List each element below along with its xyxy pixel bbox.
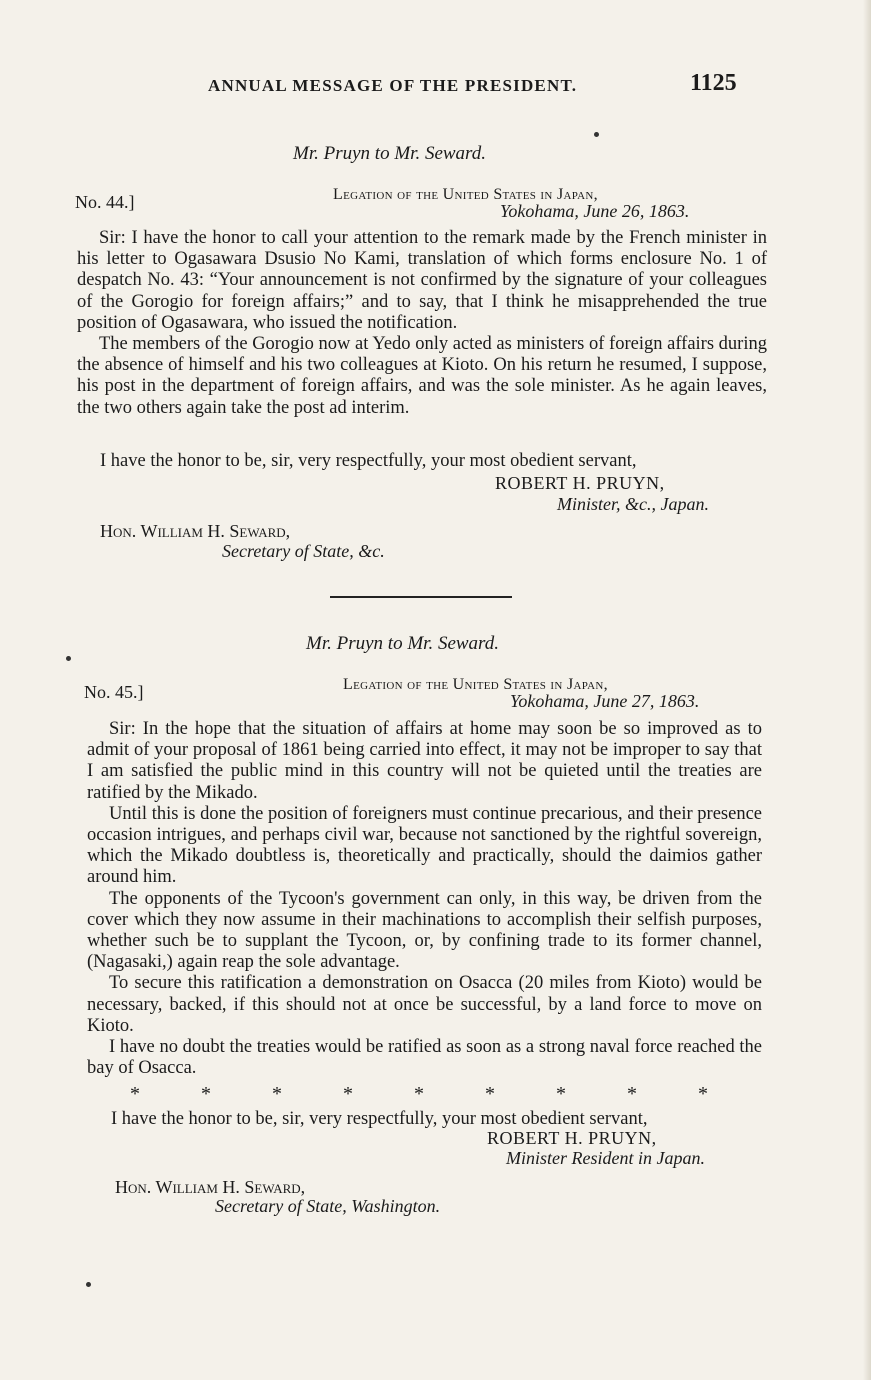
star: * bbox=[130, 1083, 140, 1105]
letter2-signature: ROBERT H. PRUYN, bbox=[487, 1128, 657, 1148]
star: * bbox=[556, 1083, 566, 1105]
omission-stars bbox=[130, 1083, 769, 1106]
letter2-place-date: Yokohama, June 27, 1863. bbox=[510, 691, 700, 711]
page-edge-shadow bbox=[863, 0, 871, 1380]
letter1-number: No. 44.] bbox=[75, 192, 135, 212]
star: * bbox=[627, 1083, 637, 1105]
letter1-signature-title: Minister, &c., Japan. bbox=[557, 494, 709, 514]
ink-speck bbox=[594, 132, 599, 137]
letter2-closing: I have the honor to be, sir, very respectfully, your most obedient servant, bbox=[111, 1109, 648, 1129]
letter2-body bbox=[87, 719, 762, 1079]
letter2-paragraph: I have no doubt the treaties would be ratified as soon as a strong naval force reached the bay of Osacca. bbox=[87, 1037, 762, 1079]
letter2-number: No. 45.] bbox=[84, 682, 144, 702]
letter1-title: Mr. Pruyn to Mr. Seward. bbox=[293, 143, 486, 164]
letter1-addressee: Hon. William H. Seward, bbox=[100, 521, 291, 541]
letter1-paragraph: Sir: I have the honor to call your attention to the remark made by the French minister in his letter to Ogasawara Dsusio No Kami, translation of which forms enclosure No. 1 of despatch No. 43: “Your announcement is not confirmed by the signature of your colleagues of the Gorogio for foreign affairs;” and to say, that I think he misapprehended the true position of Ogasawara, who issued the notification. bbox=[77, 228, 767, 333]
page-number: 1125 bbox=[690, 70, 737, 96]
star: * bbox=[485, 1083, 495, 1105]
letter2-addressee: Hon. William H. Seward, bbox=[115, 1177, 306, 1197]
letter1-signature: ROBERT H. PRUYN, bbox=[495, 473, 665, 493]
letter2-paragraph: Until this is done the position of foreigners must continue precarious, and their presence occasion intrigues, and perhaps civil war, because not sanctioned by the rightful sovereign, which the Mikado doubtless is, theoretically and practically, should the daimios gather around him. bbox=[87, 803, 762, 888]
letter2-paragraph: The opponents of the Tycoon's government can only, in this way, be driven from the cover which they now assume in their machinations to accomplish their selfish purposes, whether such be to supplant the Tycoon, or, by confining trade to its former channel, (Nagasaki,) again reap the sole advantage. bbox=[87, 888, 762, 973]
ink-speck bbox=[66, 656, 71, 661]
letter2-legation: Legation of the United States in Japan, bbox=[343, 676, 608, 693]
star: * bbox=[343, 1083, 353, 1105]
star: * bbox=[272, 1083, 282, 1105]
letter2-paragraph: Sir: In the hope that the situation of affairs at home may soon be so improved as to admit of your proposal of 1861 being carried into effect, it may not be improper to say that I am satisfied the public mind in this country will not be quieted until the treaties are ratified by the Mikado. bbox=[87, 719, 762, 803]
letter2-title: Mr. Pruyn to Mr. Seward. bbox=[306, 633, 499, 654]
letter1-addressee-title: Secretary of State, &c. bbox=[222, 541, 385, 561]
section-divider bbox=[330, 596, 512, 598]
letter2-signature-title: Minister Resident in Japan. bbox=[506, 1148, 705, 1168]
star: * bbox=[698, 1083, 708, 1105]
star: * bbox=[201, 1083, 211, 1105]
ink-speck bbox=[86, 1282, 91, 1287]
letter2-paragraph: To secure this ratification a demonstration on Osacca (20 miles from Kioto) would be necessary, backed, if this should not at once be successful, by a land force to move on Kioto. bbox=[87, 973, 762, 1036]
letter1-legation: Legation of the United States in Japan, bbox=[333, 186, 598, 203]
star: * bbox=[414, 1083, 424, 1105]
letter1-paragraph: The members of the Gorogio now at Yedo only acted as ministers of foreign affairs during the absence of himself and his two colleagues at Kioto. On his return he resumed, I suppose, his post in the department of foreign affairs, and was the sole minister. As he again leaves, the two others again take the post ad interim. bbox=[77, 334, 767, 418]
running-header: ANNUAL MESSAGE OF THE PRESIDENT. bbox=[208, 76, 578, 95]
letter1-body bbox=[77, 228, 767, 419]
letter1-closing: I have the honor to be, sir, very respectfully, your most obedient servant, bbox=[100, 451, 637, 471]
letter1-place-date: Yokohama, June 26, 1863. bbox=[500, 201, 690, 221]
letter2-addressee-title: Secretary of State, Washington. bbox=[215, 1196, 441, 1216]
